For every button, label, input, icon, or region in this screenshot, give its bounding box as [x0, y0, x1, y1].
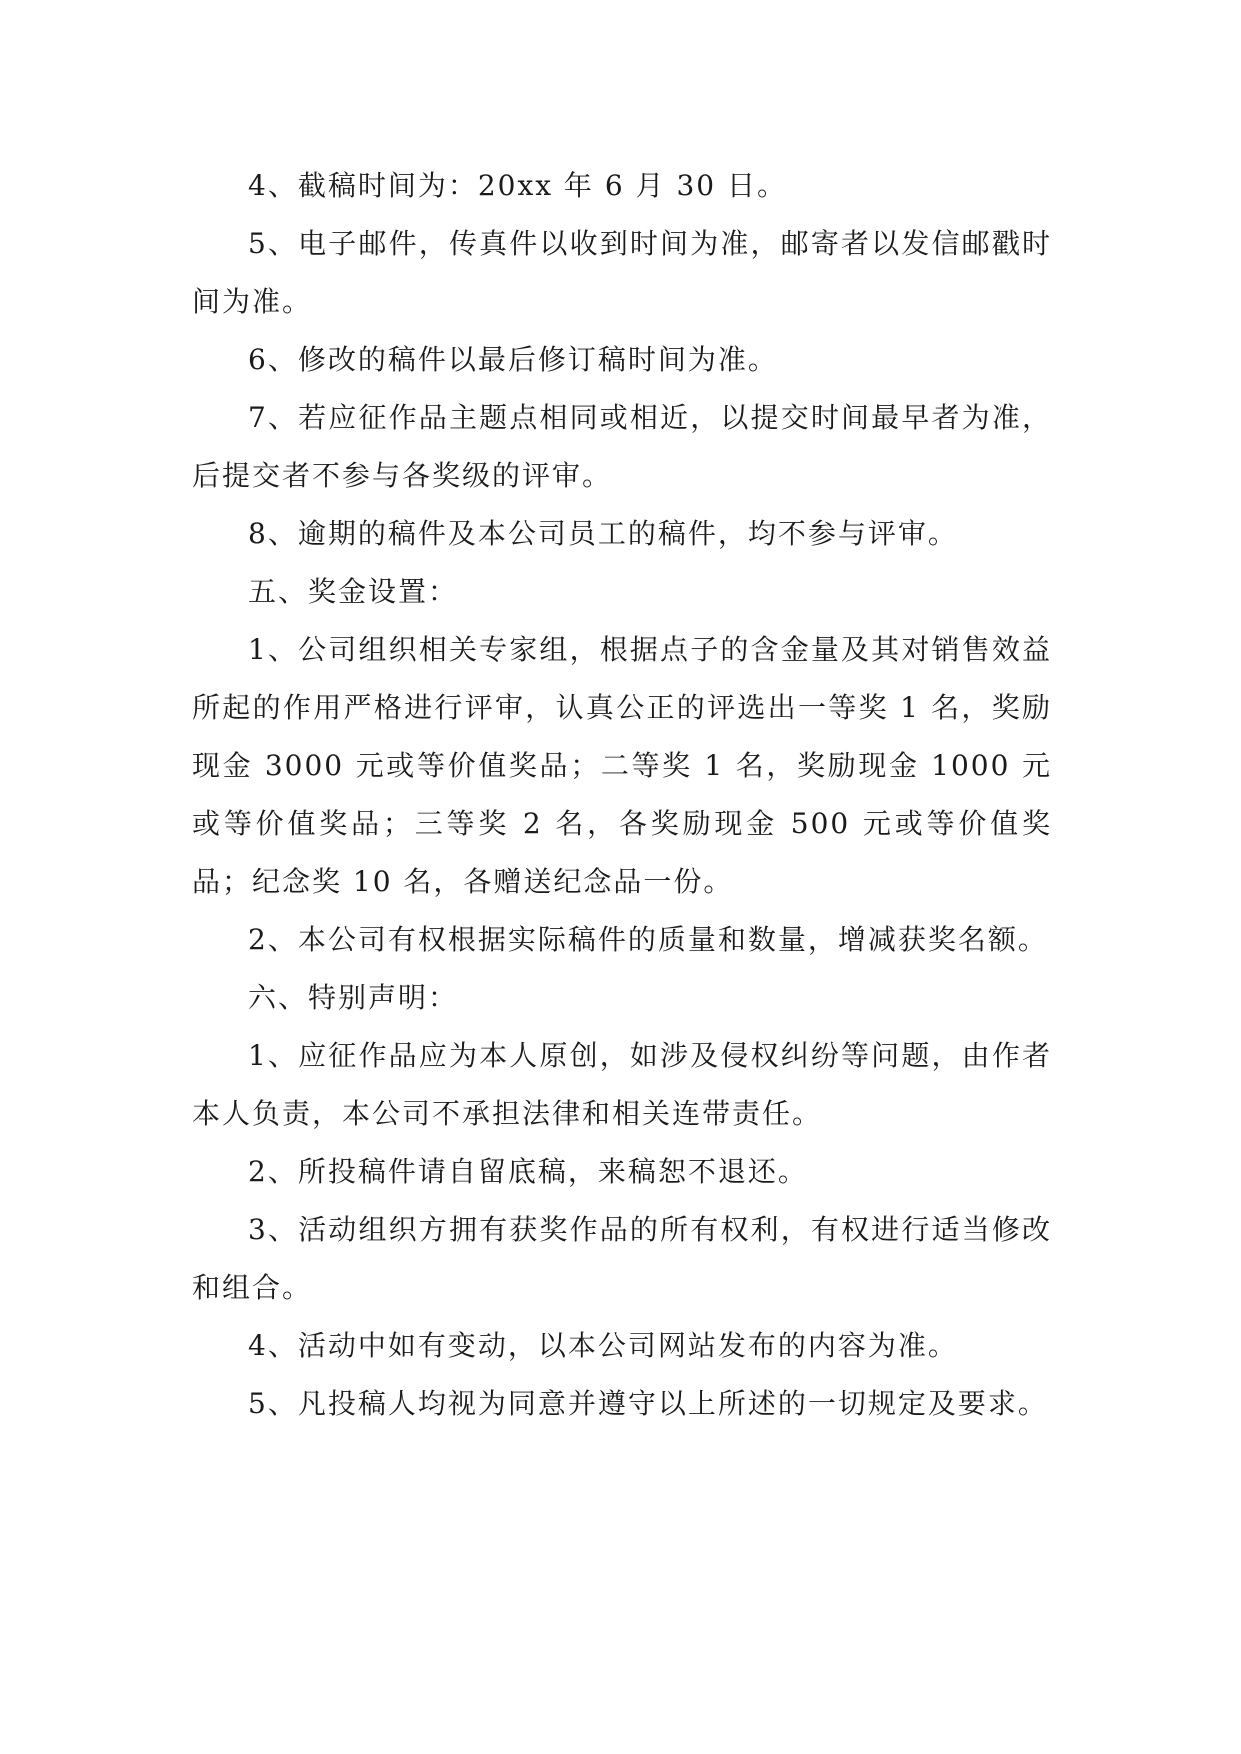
paragraph-no-return: 2、所投稿件请自留底稿，来稿恕不退还。: [248, 1155, 808, 1188]
section-heading-special-statement: 六、特别声明：: [248, 981, 459, 1014]
paragraph-deadline: 4、截稿时间为：20xx 年 6 月 30 日。: [248, 169, 787, 202]
paragraph-agreement: 5、凡投稿人均视为同意并遵守以上所述的一切规定及要求。: [248, 1387, 1048, 1420]
paragraph-email-fax-rule: 5、电子邮件，传真件以收到时间为准，邮寄者以发信邮戳时间为准。: [192, 227, 1052, 318]
paragraph-rights: 3、活动组织方拥有获奖作品的所有权利，有权进行适当修改和组合。: [192, 1213, 1052, 1304]
paragraph-revision-rule: 6、修改的稿件以最后修订稿时间为准。: [248, 343, 778, 376]
paragraph-overdue-rule: 8、逾期的稿件及本公司员工的稿件，均不参与评审。: [248, 517, 958, 550]
paragraph-originality: 1、应征作品应为本人原创，如涉及侵权纠纷等问题，由作者本人负责，本公司不承担法律和相关连带责任。: [192, 1039, 1052, 1130]
section-heading-prizes: 五、奖金设置：: [248, 575, 459, 608]
paragraph-prize-adjustment: 2、本公司有权根据实际稿件的质量和数量，增减获奖名额。: [248, 923, 1048, 956]
paragraph-changes: 4、活动中如有变动，以本公司网站发布的内容为准。: [248, 1329, 958, 1362]
paragraph-duplicate-theme-rule: 7、若应征作品主题点相同或相近，以提交时间最早者为准，后提交者不参与各奖级的评审。: [192, 401, 1052, 492]
paragraph-prize-details: 1、公司组织相关专家组，根据点子的含金量及其对销售效益所起的作用严格进行评审，认真公正的评选出一等奖 1 名，奖励现金 3000 元或等价值奖品；二等奖 1 名，奖励现金 1000 元或等价值奖品；三等奖 2 名，各奖励现金 500 元或等价值奖品；纪念奖 10 名，各赠送纪念品一份。: [192, 633, 1052, 898]
document-body: [192, 157, 1052, 1433]
